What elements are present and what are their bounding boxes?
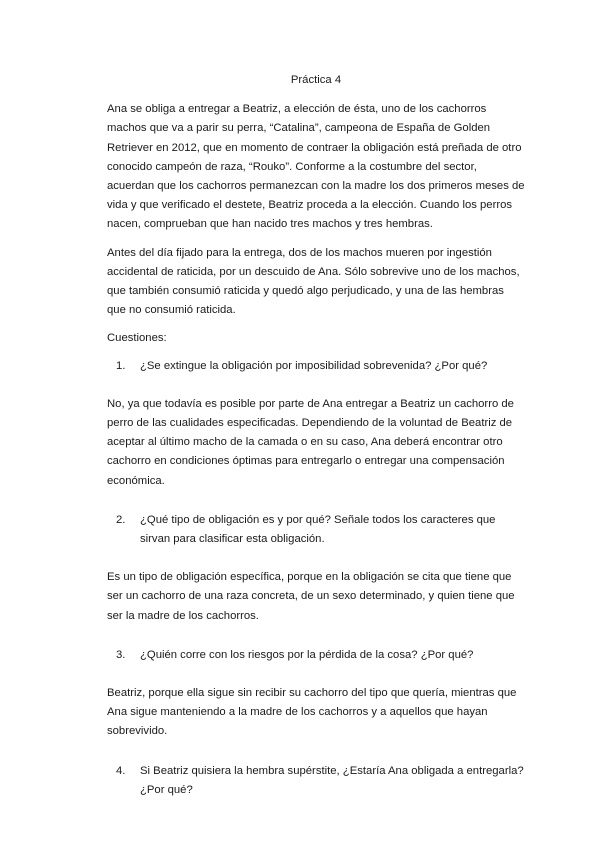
question-2-number: 2. xyxy=(116,513,126,526)
answer-2: Es un tipo de obligación específica, porque en la obligación se cita que tiene que ser un cachorro de una raza concreta, de un sexo determinado, y quien tiene que ser la madre de los cachorros. xyxy=(107,571,515,622)
question-1-number: 1. xyxy=(116,359,126,372)
questions-heading: Cuestiones: xyxy=(107,332,167,345)
answer-1: No, ya que todavía es posible por parte de Ana entregar a Beatriz un cachorro de perro de las cualidades especificadas. Dependiendo de la voluntad de Beatriz de aceptar al último macho de la camada o en su caso, Ana deberá encontrar otro cachorro en condiciones óptimas para entregarlo o entregar una compensación económica. xyxy=(107,397,514,487)
intro-paragraph-2: Antes del día fijado para la entrega, dos de los machos mueren por ingestión accidental de raticida, por un descuido de Ana. Sólo sobrevive uno de los machos, que también consumió raticida y quedó algo perjudicado, y una de las hembras que no consumió raticida. xyxy=(107,246,520,317)
document-title: Práctica 4 xyxy=(290,74,342,86)
intro-paragraph-1: Ana se obliga a entregar a Beatriz, a elección de ésta, uno de los cachorros machos que va a parir su perra, “Catalina”, campeona de España de Golden Retriever en 2012, que en momento de contraer la obligación está preñada de otro conocido campeón de raza, “Rouko”. Conforme a la costumbre del sector, acuerdan que los cachorros permanezcan con la madre los dos primeros meses de vida y que verificado el destete, Beatriz proceda a la elección. Cuando los perros nacen, comprueban que han nacido tres machos y tres hembras. xyxy=(107,103,525,231)
question-1-text: ¿Se extingue la obligación por imposibilidad sobrevenida? ¿Por qué? xyxy=(140,359,488,372)
question-3-number: 3. xyxy=(116,648,126,661)
question-2-text: ¿Qué tipo de obligación es y por qué? Señale todos los caracteres que sirvan para clasificar esta obligación. xyxy=(140,513,496,546)
answer-3: Beatriz, porque ella sigue sin recibir su cachorro del tipo que quería, mientras que Ana sigue manteniendo a la madre de los cachorros y a aquellos que hayan sobrevivido. xyxy=(107,687,517,738)
question-1 xyxy=(107,357,525,376)
question-4-number: 4. xyxy=(116,764,126,777)
question-3 xyxy=(107,646,525,665)
question-3-text: ¿Quién corre con los riesgos por la pérdida de la cosa? ¿Por qué? xyxy=(140,648,474,661)
question-4-text: Si Beatriz quisiera la hembra supérstite, ¿Estaría Ana obligada a entregarla? ¿Por qué? xyxy=(140,764,524,796)
document-body xyxy=(107,71,525,800)
question-2 xyxy=(107,511,525,549)
question-4 xyxy=(107,762,525,800)
